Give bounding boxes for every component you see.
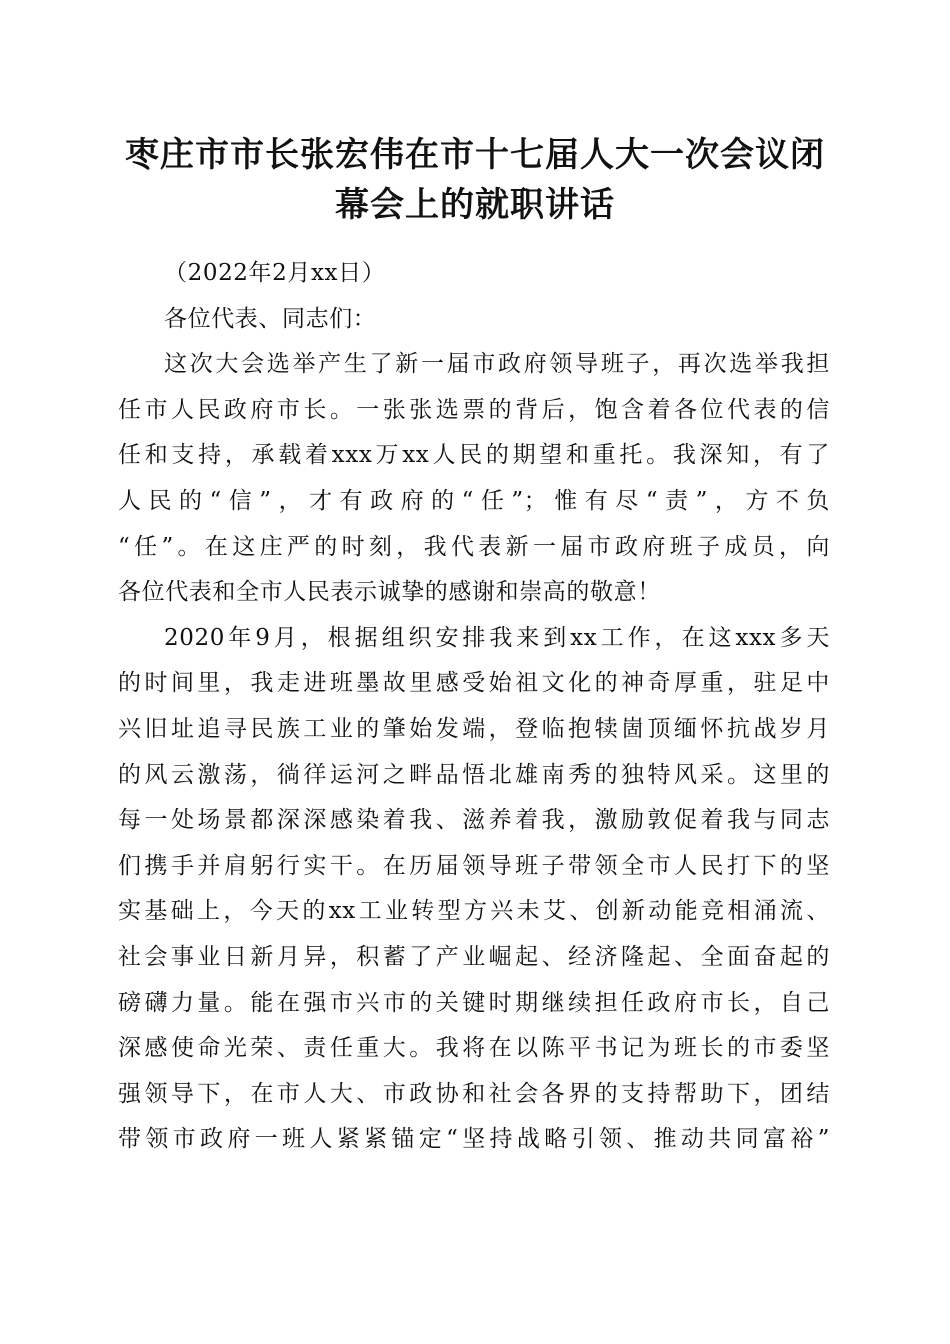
paragraph-line: 2020年9月，根据组织安排我来到xx工作，在这xxx多天 [164, 624, 830, 651]
paragraph-line: 的时间里，我走进班墨故里感受始祖文化的神奇厚重，驻足中 [118, 670, 830, 697]
paragraph-line: 兴旧址追寻民族工业的肇始发端，登临抱犊崮顶缅怀抗战岁月 [118, 715, 830, 742]
paragraph-2 [118, 616, 830, 1163]
paragraph-line: 带领市政府一班人紧紧锚定“坚持战略引领、推动共同富裕” [118, 1126, 830, 1153]
document-body [118, 251, 830, 1163]
paragraph-line: 每一处场景都深深感染着我、滋养着我，激励敦促着我与同志 [118, 807, 830, 834]
document-title [110, 130, 840, 230]
paragraph-line: “任”。在这庄严的时刻，我代表新一届市政府班子成员，向 [118, 533, 830, 560]
paragraph-line: 深感使命光荣、责任重大。我将在以陈平书记为班长的市委坚 [118, 1035, 830, 1062]
paragraph-line: 磅礴力量。能在强市兴市的关键时期继续担任政府市长，自己 [118, 989, 830, 1016]
paragraph-line: 这次大会选举产生了新一届市政府领导班子，再次选举我担 [164, 351, 830, 378]
paragraph-line: 社会事业日新月异，积蓄了产业崛起、经济隆起、全面奋起的 [118, 943, 830, 970]
paragraph-line: 们携手并肩躬行实干。在历届领导班子带领全市人民打下的坚 [118, 852, 830, 879]
paragraph-line: 的风云激荡，徜徉运河之畔品悟北雄南秀的独特风采。这里的 [118, 761, 830, 788]
paragraph-line: 实基础上，今天的xx工业转型方兴未艾、创新动能竞相涌流、 [118, 898, 830, 925]
date-line: （2022年2月xx日） [164, 260, 386, 286]
paragraph-line: 人民的“信”，才有政府的“任”；惟有尽“责”，方不负 [118, 487, 830, 514]
paragraph-line: 任和支持，承载着xxx万xx人民的期望和重托。我深知，有了 [118, 442, 830, 469]
title-line: 枣庄市市长张宏伟在市十七届人大一次会议闭 [125, 135, 825, 175]
paragraph-1 [118, 342, 830, 616]
salutation: 各位代表、同志们： [164, 305, 377, 332]
paragraph-line: 任市人民政府市长。一张张选票的背后，饱含着各位代表的信 [118, 396, 830, 423]
title-line: 幕会上的就职讲话 [335, 185, 615, 225]
paragraph-line: 强领导下，在市人大、市政协和社会各界的支持帮助下，团结 [118, 1080, 830, 1107]
paragraph-line: 各位代表和全市人民表示诚挚的感谢和崇高的敬意！ [118, 579, 661, 606]
